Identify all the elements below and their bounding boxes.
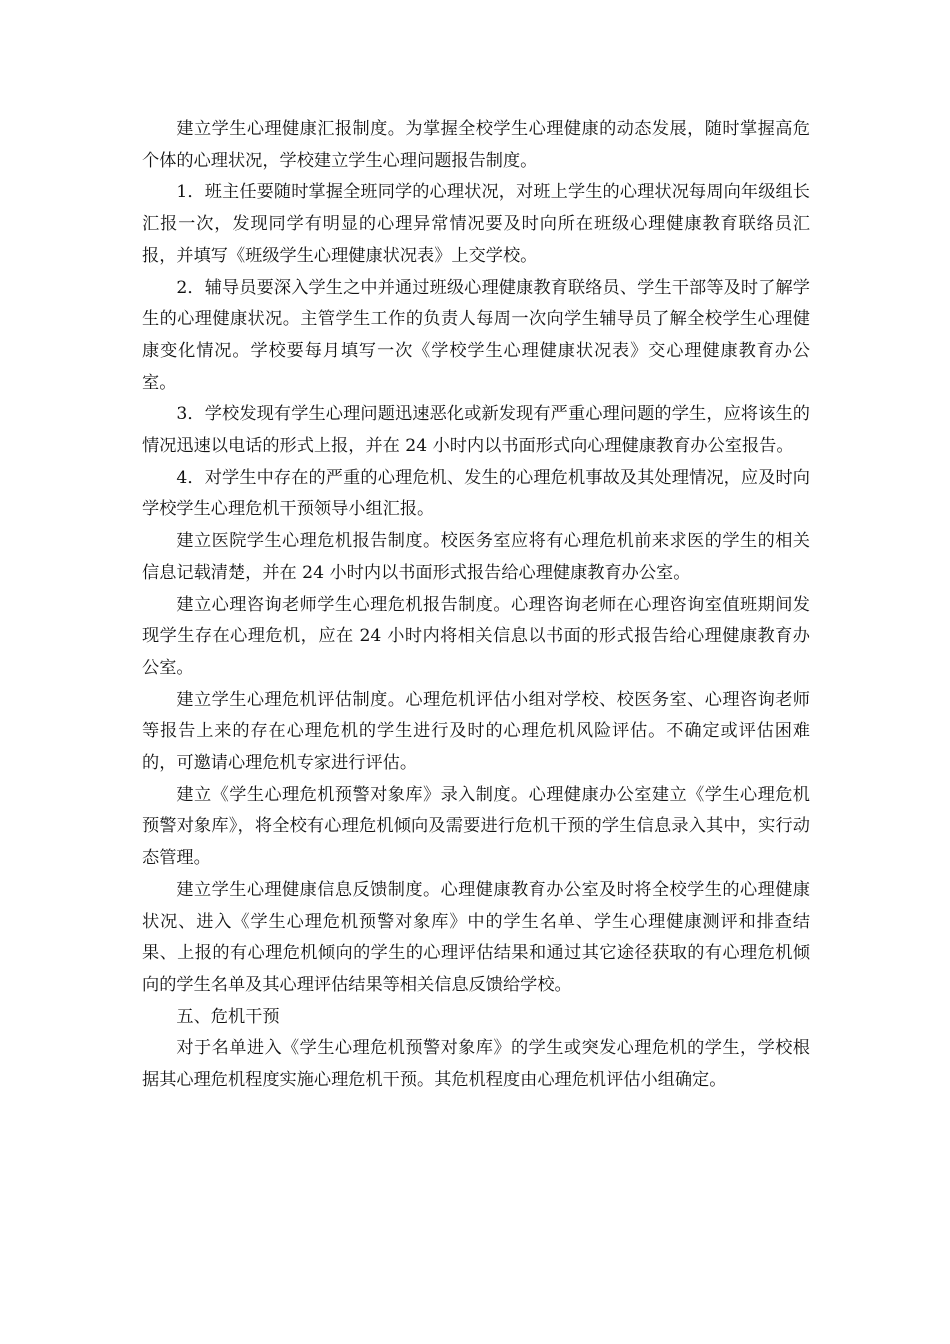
paragraph-item-3-school-report: 3．学校发现有学生心理问题迅速恶化或新发现有严重心理问题的学生，应将该生的情况迅速以电话的形式上报，并在 24 小时内以书面形式向心理健康教育办公室报告。 <box>142 404 810 457</box>
paragraph-item-1-class-teacher: 1．班主任要随时掌握全班同学的心理状况，对班上学生的心理状况每周向年级组长汇报一次，发现同学有明显的心理异常情况要及时向所在班级心理健康教育联络员汇报，并填写《班级学生心理健康状况表》上交学校。 <box>142 182 810 266</box>
paragraph-warning-database: 建立《学生心理危机预警对象库》录入制度。心理健康办公室建立《学生心理危机预警对象库》，将全校有心理危机倾向及需要进行危机干预的学生信息录入其中，实行动态管理。 <box>142 784 810 869</box>
paragraph-intervention: 对于名单进入《学生心理危机预警对象库》的学生或突发心理危机的学生，学校根据其心理危机程度实施心理危机干预。其危机程度由心理危机评估小组确定。 <box>142 1038 810 1091</box>
paragraph-item-4-crisis-report: 4．对学生中存在的严重的心理危机、发生的心理危机事故及其处理情况，应及时向学校学生心理危机干预领导小组汇报。 <box>142 467 810 520</box>
document-body <box>142 114 810 1097</box>
paragraph-counselor-report: 建立心理咨询老师学生心理危机报告制度。心理咨询老师在心理咨询室值班期间发现学生存在心理危机，应在 24 小时内将相关信息以书面的形式报告给心理健康教育办公室。 <box>142 594 810 678</box>
paragraph-crisis-assessment: 建立学生心理危机评估制度。心理危机评估小组对学校、校医务室、心理咨询老师等报告上来的存在心理危机的学生进行及时的心理危机风险评估。不确定或评估困难的，可邀请心理危机专家进行评估。 <box>142 689 810 774</box>
paragraph-feedback-system: 建立学生心理健康信息反馈制度。心理健康教育办公室及时将全校学生的心理健康状况、进入《学生心理危机预警对象库》中的学生名单、学生心理健康测评和排查结果、上报的有心理危机倾向的学生的心理评估结果和通过其它途径获取的有心理危机倾向的学生名单及其心理评估结果等相关信息反馈给学校。 <box>142 879 810 995</box>
paragraph-hospital-report: 建立医院学生心理危机报告制度。校医务室应将有心理危机前来求医的学生的相关信息记载清楚，并在 24 小时内以书面形式报告给心理健康教育办公室。 <box>142 531 810 583</box>
paragraph-item-2-counselor: 2．辅导员要深入学生之中并通过班级心理健康教育联络员、学生干部等及时了解学生的心理健康状况。主管学生工作的负责人每周一次向学生辅导员了解全校学生心理健康变化情况。学校要每月填写一次《学校学生心理健康状况表》交心理健康教育办公室。 <box>142 277 810 393</box>
section-heading-crisis-intervention: 五、危机干预 <box>176 1006 280 1027</box>
paragraph-report-system: 建立学生心理健康汇报制度。为掌握全校学生心理健康的动态发展，随时掌握高危个体的心理状况，学校建立学生心理问题报告制度。 <box>142 119 810 171</box>
